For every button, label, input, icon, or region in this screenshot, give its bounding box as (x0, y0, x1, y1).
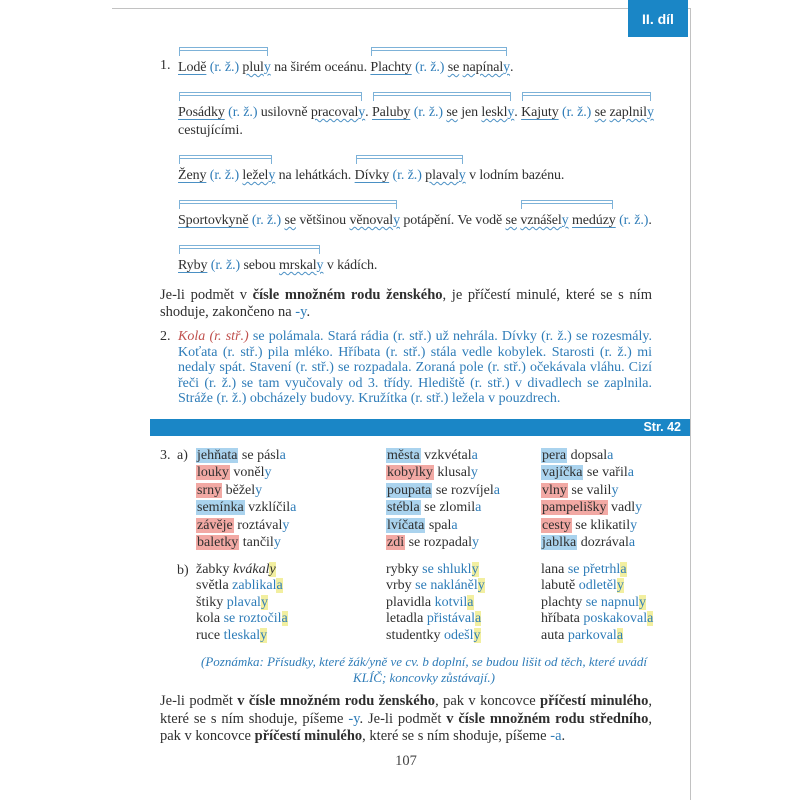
example-phrase: Kola (r. stř.) (178, 329, 253, 344)
sentence-text (616, 213, 652, 228)
gender-note: (r. ž.) (415, 60, 445, 75)
highlighted-noun: vajíčka (542, 465, 583, 481)
verb-stem: poskakoval (583, 611, 648, 627)
verb-stem: odešl (443, 627, 474, 643)
word-pair-row (541, 562, 653, 579)
word-pair-row (386, 447, 541, 465)
agreement-bracket (179, 92, 362, 101)
verb-stem: se rozpadal (408, 535, 472, 551)
subject-predicate-phrase (178, 257, 323, 275)
noun-word: letadla (386, 611, 424, 627)
verb-ending: y (255, 482, 263, 498)
word-column (386, 447, 541, 552)
verb-ending: a (627, 465, 634, 481)
part-a-grid (196, 447, 652, 552)
word-pair-row (386, 534, 541, 552)
text-run: na širém oceánu. (270, 60, 371, 75)
subject-word: Posádky (178, 105, 225, 120)
text-run: Je-li podmět (160, 693, 238, 710)
subject-predicate-phrase (370, 59, 510, 77)
word-pair-row (541, 595, 653, 612)
agreement-bracket (373, 92, 511, 101)
page-right-edge-line (690, 8, 691, 800)
highlighted-noun: závěje (197, 517, 233, 533)
agreement-bracket (179, 47, 268, 56)
text-run: , které se s ním shoduje, píšeme (160, 693, 652, 727)
verb-stem: dozrával (580, 535, 629, 551)
verb-ending: y (471, 535, 479, 551)
verb-ending: y (477, 578, 485, 594)
exercise-3-note: (Poznámka: Přísudky, které žák/yně ve cv. b doplní, se budou lišit od těch, které uvádí KLÍČ; koncovky zůstávají.) (201, 654, 647, 686)
subject-predicate-phrase (355, 167, 466, 185)
bold-term: příčestí minulého (540, 693, 649, 710)
verb-stem: parkoval (567, 627, 617, 643)
text-run: . (510, 60, 514, 75)
part-b-grid (196, 562, 652, 645)
agreement-bracket (179, 245, 320, 254)
agreement-bracket (356, 155, 463, 164)
subject-word: Kajuty (521, 105, 559, 120)
word-pair-row (541, 464, 652, 482)
verb-ending: a (620, 561, 627, 577)
word-pair-row (541, 517, 652, 535)
subject-predicate-phrase (178, 212, 400, 230)
word-column (541, 562, 653, 645)
word-pair-row (386, 628, 541, 645)
highlighted-noun: baletky (197, 535, 239, 551)
word-column (386, 562, 541, 645)
word-pair-row (196, 534, 386, 552)
subject-predicate-phrase (520, 212, 615, 230)
sentence-text (271, 60, 371, 75)
noun-word: žabky (196, 561, 230, 577)
volume-label: II. díl (642, 10, 674, 27)
page-reference-label: Str. 42 (643, 419, 681, 434)
page-reference-bar (150, 419, 690, 436)
noun-word: štiky (196, 594, 224, 610)
subject-predicate-phrase (178, 59, 271, 77)
predicate-word: pracoval (310, 105, 359, 120)
verb-ending: y (630, 517, 638, 533)
predicate-word: napínal (462, 60, 504, 75)
verb-ending: y (269, 561, 276, 577)
word-pair-row (541, 611, 653, 628)
verb-ending: a (451, 517, 458, 533)
highlighted-noun: zdi (387, 535, 405, 551)
verb-ending: a (475, 500, 482, 516)
gender-note: (r. ž.) (228, 105, 258, 120)
subject-word: Dívky (354, 168, 390, 183)
verb-ending: a (290, 500, 297, 516)
verb-stem: vzkvétal (424, 447, 472, 463)
subject-word: Plachty (370, 60, 412, 75)
text-run: . (306, 304, 311, 320)
gender-note: (r. ž.) (392, 168, 422, 183)
predicate-word: ležel (242, 168, 269, 183)
filled-ending: y (316, 258, 324, 273)
text-run: sebou (243, 258, 276, 273)
predicate-word: plul (242, 60, 264, 75)
text-run: na lehátkách. (275, 168, 355, 183)
gender-note: (r. ž.) (413, 105, 443, 120)
text-run: v kádích. (323, 258, 378, 273)
verb-ending: y (471, 561, 479, 577)
highlighted-noun: louky (197, 465, 229, 481)
predicate-word: mrskal (279, 258, 317, 273)
text-run: Je-li podmět v (160, 287, 253, 303)
word-pair-row (541, 578, 653, 595)
predicate-word: se (505, 213, 517, 228)
noun-word: labutě (541, 578, 576, 594)
gender-note: (r. ž.) (619, 213, 649, 228)
highlighted-noun: jehňata (197, 447, 238, 463)
part-a-label: a) (177, 447, 188, 463)
predicate-word: zaplnil (609, 105, 647, 120)
verb-stem: se napnul (585, 594, 639, 610)
highlighted-noun: pera (542, 447, 567, 463)
verb-stem: kotvil (434, 594, 468, 610)
predicate-word: se (446, 105, 458, 120)
word-pair-row (541, 628, 653, 645)
verb-stem: odletěl (578, 578, 617, 594)
text-run: , pak v koncovce (160, 710, 652, 745)
verb-stem: se zlomil (424, 500, 476, 516)
verb-stem: vzklíčil (248, 500, 291, 516)
grammar-rule-1 (160, 287, 652, 321)
text-run: potápění. Ve vodě (399, 213, 506, 228)
verb-ending: y (611, 482, 619, 498)
agreement-bracket (521, 200, 612, 209)
sentence-text (514, 105, 521, 120)
verb-stem: se rozvíjel (435, 482, 494, 498)
verb-stem: se shlukl (422, 561, 472, 577)
word-pair-row (196, 611, 386, 628)
verb-stem: kvákal (232, 561, 270, 577)
sentence-text (323, 258, 377, 273)
filled-ending: y (561, 213, 569, 228)
predicate-word: se (284, 213, 296, 228)
verb-ending: a (467, 594, 474, 610)
word-pair-row (386, 578, 541, 595)
filled-ending: y (393, 213, 400, 228)
verb-ending: y (473, 627, 481, 643)
word-pair-row (196, 517, 386, 535)
word-pair-row (386, 482, 541, 500)
word-pair-row (196, 482, 386, 500)
highlighted-noun: stébla (387, 500, 420, 516)
sentence-continuation: cestujícími. (178, 123, 243, 138)
exercise-3-part-a (177, 447, 652, 552)
verb-stem: se pásl (241, 447, 280, 463)
word-column (196, 447, 386, 552)
verb-ending: a (281, 611, 288, 627)
word-pair-row (386, 595, 541, 612)
text-run: v lodním bazénu. (465, 168, 565, 183)
noun-word: studentky (386, 627, 441, 643)
subject-word: medúzy (571, 213, 616, 228)
verb-ending: a (607, 447, 614, 463)
subject-predicate-phrase (178, 167, 275, 185)
sentence-text (365, 105, 372, 120)
filled-ending: y (646, 105, 654, 120)
predicate-word: leskl (481, 105, 508, 120)
verb-ending: a (616, 627, 624, 643)
sentence-line (178, 44, 652, 77)
noun-word: rybky (386, 561, 419, 577)
verb-stem: klusal (437, 465, 471, 481)
word-pair-row (541, 447, 652, 465)
grammar-rule-2 (160, 693, 652, 746)
answer-text: se polámala. Stará rádia (r. stř.) už nehrála. Dívky (r. ž.) se rozesmály. Koťata (r. stř.) pila mléko. Hříbata (r. stř.) stála vedle kobylek. Starosti (r. ž.) mi nedaly spát. Stavení (r. stř.) se rozpadala. Zoraná pole (r. stř.) očekávala vláhu. Cizí řeči (r. ž.) se tam vyučovaly od 3. třídy. Hlediště (r. stř.) v divadlech se zaplnila. Stráže (r. ž.) obcházely budovy. Kružítka (r. stř.) ležela v pouzdrech. (178, 329, 652, 407)
noun-word: hříbata (541, 611, 580, 627)
gender-note: (r. ž.) (251, 213, 282, 228)
verb-stem: spal (428, 517, 452, 533)
exercise-3 (160, 447, 652, 687)
verb-stem: přistával (426, 611, 476, 627)
part-b-label: b) (177, 562, 189, 578)
bold-term: v čísle množném rodu ženského (237, 693, 436, 710)
answer-text: -y (348, 710, 360, 727)
word-pair-row (541, 482, 652, 500)
exercise-1 (160, 44, 652, 275)
sentence-line (178, 242, 652, 275)
text-run: většinou (299, 213, 347, 228)
subject-word: Lodě (178, 60, 207, 75)
verb-ending: y (260, 594, 268, 610)
word-pair-row (196, 562, 386, 579)
verb-stem: dopsal (570, 447, 608, 463)
verb-ending: a (475, 611, 482, 627)
text-run: usilovně (260, 105, 308, 120)
bold-term: čísle množném rodu ženského (252, 287, 443, 303)
highlighted-noun: poupata (387, 482, 432, 498)
filled-ending: y (503, 60, 511, 75)
filled-ending: y (507, 105, 515, 120)
gender-note: (r. ž.) (562, 105, 592, 120)
subject-word: Sportovkyně (178, 213, 249, 228)
gender-note: (r. ž.) (209, 168, 240, 183)
filled-ending: y (268, 168, 276, 183)
word-column (196, 562, 386, 645)
verb-ending: a (628, 535, 636, 551)
word-pair-row (386, 562, 541, 579)
verb-stem: se klikatil (575, 517, 631, 533)
word-pair-row (196, 628, 386, 645)
word-pair-row (541, 534, 652, 552)
verb-ending: y (273, 535, 281, 551)
predicate-word: vznášel (520, 213, 562, 228)
verb-ending: y (638, 594, 646, 610)
highlighted-noun: města (387, 447, 420, 463)
exercise-2-number: 2. (160, 329, 171, 344)
noun-word: světla (196, 578, 229, 594)
page-top-edge-line (112, 8, 690, 9)
highlighted-noun: lvíčata (387, 517, 425, 533)
text-run: . (648, 213, 652, 228)
exercise-2 (160, 329, 652, 407)
verb-stem: zablikal (232, 578, 277, 594)
highlighted-noun: pampelišky (542, 500, 607, 516)
highlighted-noun: cesty (542, 517, 571, 533)
verb-stem: se roztočil (223, 611, 282, 627)
exercise-1-lines (178, 44, 652, 275)
verb-ending: a (647, 611, 654, 627)
word-pair-row (386, 499, 541, 517)
text-run: . (514, 105, 522, 120)
subject-word: Ryby (178, 258, 208, 273)
noun-word: plavidla (386, 594, 432, 610)
text-run: , které se s ním shoduje, píšeme (362, 728, 551, 745)
word-pair-row (196, 464, 386, 482)
filled-ending: y (458, 168, 466, 183)
text-run: . (561, 728, 566, 745)
sentence-line (178, 89, 652, 122)
agreement-bracket (179, 200, 397, 209)
noun-word: vrby (386, 578, 412, 594)
bold-term: v čísle množném rodu středního (446, 710, 649, 727)
exercise-2-text (178, 329, 652, 406)
verb-ending: y (470, 465, 478, 481)
noun-word: lana (541, 561, 565, 577)
agreement-bracket (522, 92, 651, 101)
word-pair-row (196, 595, 386, 612)
sentence-text (275, 168, 354, 183)
verb-ending: y (264, 465, 272, 481)
verb-ending: a (471, 447, 478, 463)
verb-stem: roztával (237, 517, 283, 533)
verb-stem: běžel (225, 482, 256, 498)
highlighted-noun: srny (197, 482, 222, 498)
highlighted-noun: kobylky (387, 465, 433, 481)
verb-ending: y (616, 578, 624, 594)
filled-ending: y (358, 105, 366, 120)
exercise-1-number: 1. (160, 58, 171, 73)
volume-badge (628, 0, 688, 37)
verb-stem: se vařil (586, 465, 628, 481)
text-run: jen (461, 105, 479, 120)
sentence-text (510, 60, 513, 75)
verb-stem: vadl (611, 500, 636, 516)
verb-stem: tančil (242, 535, 274, 551)
sentence-text (466, 168, 565, 183)
predicate-word: plaval (425, 168, 459, 183)
word-column (541, 447, 652, 552)
verb-stem: plaval (226, 594, 261, 610)
page-content (160, 44, 681, 746)
text-run: , pak v koncovce (435, 693, 541, 710)
text-run: . Je-li podmět (359, 710, 447, 727)
noun-word: ruce (196, 627, 221, 643)
predicate-word: se (447, 60, 460, 75)
page-number: 107 (395, 753, 417, 769)
text-run: . (365, 105, 372, 120)
verb-ending: y (635, 500, 643, 516)
subject-word: Paluby (371, 105, 411, 120)
exercise-3-number: 3. (160, 447, 171, 463)
sentence-text (400, 213, 520, 228)
verb-stem: tleskal (223, 627, 261, 643)
sentence-line (178, 152, 652, 185)
word-pair-row (386, 517, 541, 535)
verb-ending: a (279, 447, 286, 463)
word-pair-row (386, 611, 541, 628)
text-run: , je příčestí minulé, které se s ním shoduje, zakončeno na (160, 287, 652, 320)
agreement-bracket (179, 155, 272, 164)
answer-text: -y (295, 304, 307, 320)
highlighted-noun: jablka (542, 535, 577, 551)
verb-stem: se valil (571, 482, 612, 498)
word-pair-row (386, 464, 541, 482)
word-pair-row (196, 499, 386, 517)
subject-predicate-phrase (178, 104, 365, 122)
word-pair-row (541, 499, 652, 517)
verb-stem: voněl (233, 465, 265, 481)
gender-note: (r. ž.) (210, 258, 241, 273)
sentence-line (178, 197, 652, 230)
bold-term: příčestí minulého (254, 728, 363, 745)
verb-ending: y (260, 627, 268, 643)
answer-text: -a (550, 728, 562, 745)
predicate-word: se (594, 105, 607, 120)
verb-ending: a (276, 578, 283, 594)
noun-word: plachty (541, 594, 583, 610)
gender-note: (r. ž.) (209, 60, 240, 75)
agreement-bracket (371, 47, 507, 56)
word-pair-row (196, 447, 386, 465)
word-pair-row (196, 578, 386, 595)
subject-predicate-phrase (521, 104, 654, 122)
subject-predicate-phrase (372, 104, 514, 122)
exercise-3-part-b (177, 561, 654, 645)
subject-word: Ženy (178, 168, 207, 183)
filled-ending: y (263, 60, 271, 75)
predicate-word: věnoval (349, 213, 394, 228)
verb-ending: a (493, 482, 500, 498)
noun-word: kola (196, 611, 221, 627)
verb-ending: y (282, 517, 290, 533)
verb-stem: se nakláněl (415, 578, 478, 594)
highlighted-noun: vlny (542, 482, 567, 498)
verb-stem: se přetrhl (567, 561, 621, 577)
noun-word: auta (541, 627, 565, 643)
highlighted-noun: semínka (197, 500, 244, 516)
